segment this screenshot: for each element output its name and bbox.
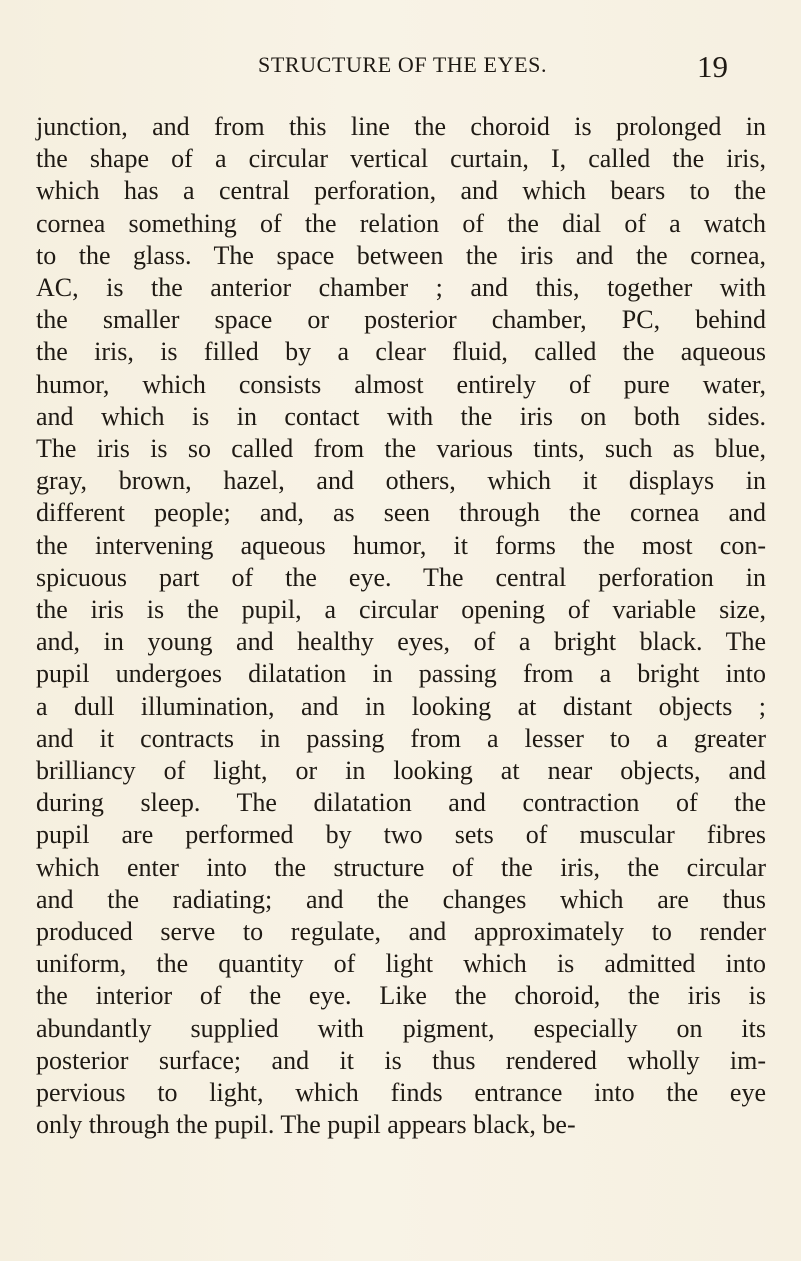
text-line: posterior surface; and it is thus rendered wholly im-: [36, 1045, 766, 1075]
text-line: and the radiating; and the changes which are thus: [36, 884, 766, 914]
text-line: cornea something of the relation of the dial of a watch: [36, 208, 766, 238]
text-line: the intervening aqueous humor, it forms the most con-: [36, 530, 766, 560]
body-text: [36, 111, 766, 1142]
text-line: and which is in contact with the iris on both sides.: [36, 401, 766, 431]
text-line: and it contracts in passing from a lesser to a greater: [36, 723, 766, 753]
text-line: spicuous part of the eye. The central perforation in: [36, 562, 766, 592]
text-line: pupil undergoes dilatation in passing from a bright into: [36, 659, 766, 689]
text-line: produced serve to regulate, and approximately to render: [36, 917, 766, 947]
text-line: a dull illumination, and in looking at distant objects ;: [36, 691, 766, 721]
text-line: during sleep. The dilatation and contraction of the: [36, 788, 766, 818]
text-line: the iris, is filled by a clear fluid, called the aqueous: [36, 337, 766, 367]
text-line: gray, brown, hazel, and others, which it displays in: [36, 466, 766, 496]
text-line: and, in young and healthy eyes, of a bright black. The: [36, 627, 766, 657]
text-line: only through the pupil. The pupil appears black, be-: [36, 1110, 576, 1140]
text-line: abundantly supplied with pigment, especially on its: [36, 1013, 766, 1043]
text-line: different people; and, as seen through the cornea and: [36, 498, 766, 528]
text-line: The iris is so called from the various tints, such as blue,: [36, 434, 766, 464]
text-line: pervious to light, which finds entrance into the eye: [36, 1078, 766, 1108]
text-line: which enter into the structure of the iris, the circular: [36, 852, 766, 882]
text-line: the shape of a circular vertical curtain, I, called the iris,: [36, 144, 766, 174]
text-line: AC, is the anterior chamber ; and this, together with: [36, 273, 766, 303]
text-line: humor, which consists almost entirely of pure water,: [36, 369, 766, 399]
text-line: the smaller space or posterior chamber, PC, behind: [36, 305, 766, 335]
page-number: 19: [697, 49, 728, 84]
text-line: brilliancy of light, or in looking at near objects, and: [36, 756, 766, 786]
text-line: pupil are performed by two sets of muscular fibres: [36, 820, 766, 850]
page-header: [0, 49, 801, 88]
text-line: the iris is the pupil, a circular opening of variable size,: [36, 595, 766, 625]
text-line: the interior of the eye. Like the choroid, the iris is: [36, 981, 766, 1011]
text-line: junction, and from this line the choroid is prolonged in: [36, 112, 766, 141]
text-line: to the glass. The space between the iris and the cornea,: [36, 240, 766, 270]
text-line: which has a central perforation, and which bears to the: [36, 176, 766, 206]
running-head: STRUCTURE OF THE EYES.: [258, 52, 548, 77]
text-line: uniform, the quantity of light which is admitted into: [36, 949, 766, 979]
